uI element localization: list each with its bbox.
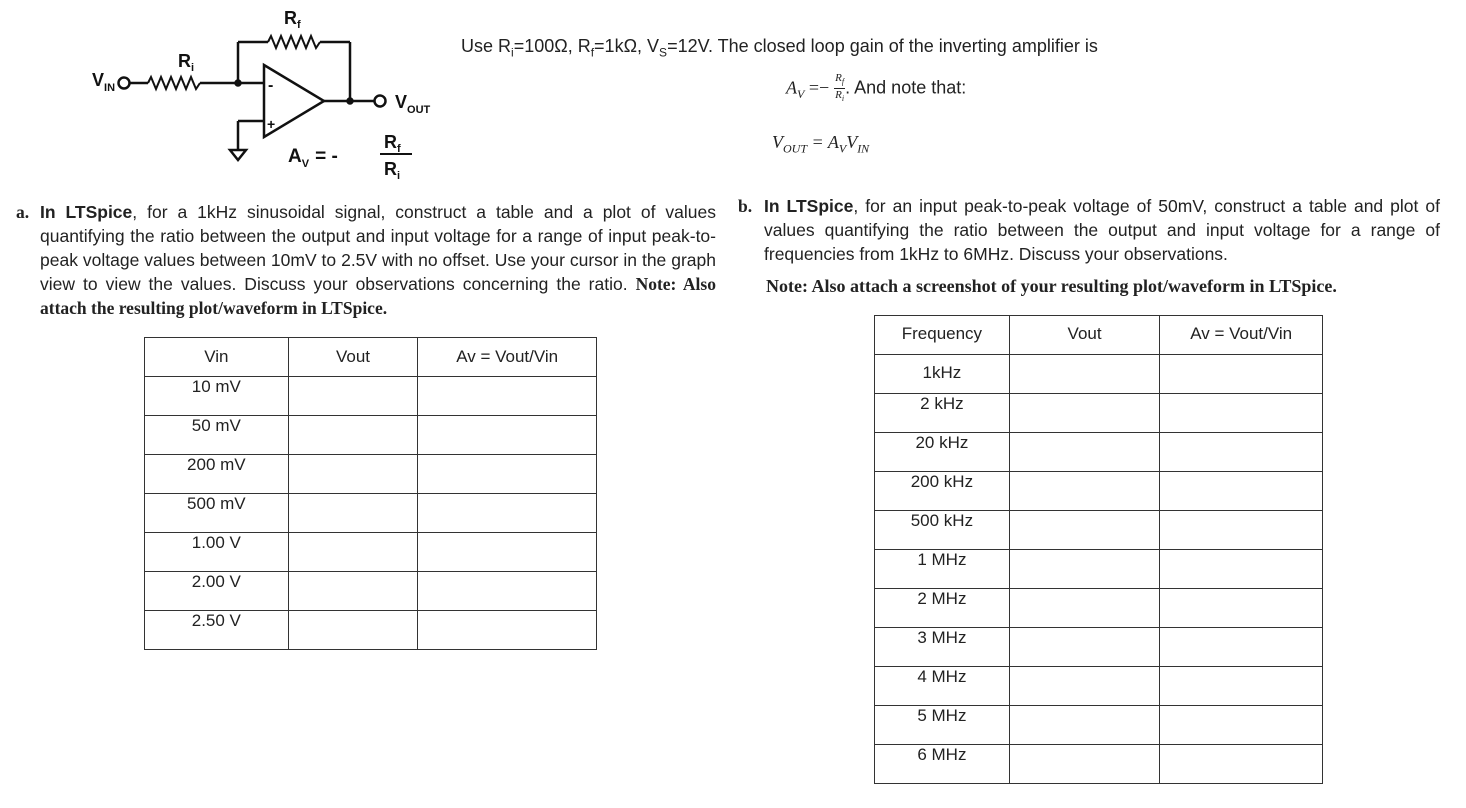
table-b-header-row: [875, 316, 1323, 355]
part-b-label: b.: [738, 196, 753, 216]
vin-cell: 200 mV: [187, 455, 246, 474]
inverting-amplifier-schematic: [0, 0, 460, 190]
vout-cell[interactable]: [1009, 511, 1160, 550]
table-a-header: Vout: [335, 347, 371, 366]
table-row: [145, 416, 597, 455]
gain-cell[interactable]: [1160, 394, 1323, 433]
vout-cell[interactable]: [1009, 433, 1160, 472]
gain-cell[interactable]: [418, 494, 597, 533]
vin-cell: 50 mV: [191, 416, 241, 435]
gain-cell[interactable]: [418, 572, 597, 611]
vout-cell[interactable]: [1009, 706, 1160, 745]
frequency-cell: 3 MHz: [917, 628, 967, 647]
vout-cell[interactable]: [1009, 472, 1160, 511]
gain-cell[interactable]: [418, 611, 597, 650]
vout-cell[interactable]: [1009, 355, 1160, 394]
vin-label: $V_{IN}$: [92, 70, 116, 94]
frequency-cell: 6 MHz: [917, 745, 967, 764]
vout-cell[interactable]: [1009, 394, 1160, 433]
table-a-header-row: [145, 338, 597, 377]
table-row: [875, 550, 1323, 589]
table-row: [145, 611, 597, 650]
intro-text: Use $R_i=100\Omega$, $R_f=1k\Omega$, $V_S=12V$. The closed loop gain of the inverting amplifier is: [461, 36, 1098, 60]
table-row: [875, 706, 1323, 745]
gain-cell[interactable]: [1160, 472, 1323, 511]
table-a-header: Vin: [204, 347, 229, 366]
vout-cell[interactable]: [288, 416, 418, 455]
vout-label: $V_{OUT}$: [395, 92, 431, 116]
vout-cell[interactable]: [288, 494, 418, 533]
vout-cell[interactable]: [288, 572, 418, 611]
vout-equation: $V_{OUT} = A_VV_{IN}$: [772, 132, 870, 156]
table-b-header: Av = Vout/Vin: [1190, 324, 1293, 343]
vout-cell[interactable]: [1009, 667, 1160, 706]
vin-cell: 2.00 V: [191, 572, 241, 591]
frequency-cell: 1 MHz: [917, 550, 967, 569]
table-row: [875, 433, 1323, 472]
gain-cell[interactable]: [418, 455, 597, 494]
gain-cell[interactable]: [1160, 589, 1323, 628]
frequency-cell: 4 MHz: [917, 667, 967, 686]
gain-cell[interactable]: [1160, 433, 1323, 472]
vout-cell[interactable]: [1009, 745, 1160, 784]
gain-cell[interactable]: [1160, 550, 1323, 589]
table-row: [875, 472, 1323, 511]
ri-label: $R_i$: [178, 51, 195, 74]
part-b-note: Note: Also attach a screenshot of your resulting plot/waveform in LTSpice.: [766, 276, 1337, 296]
table-b: [874, 315, 1323, 784]
table-row: [145, 533, 597, 572]
vout-cell[interactable]: [288, 455, 418, 494]
gain-formula-num: $R_f$: [384, 132, 401, 155]
frequency-cell: 20 kHz: [915, 433, 969, 452]
gain-cell[interactable]: [1160, 628, 1323, 667]
table-row: [875, 394, 1323, 433]
vout-cell[interactable]: [1009, 550, 1160, 589]
frequency-cell: 5 MHz: [917, 706, 967, 725]
vin-cell: 10 mV: [191, 377, 241, 396]
ri-resistor: [148, 77, 200, 89]
gain-formula-lhs: $A_V$ = -: [288, 146, 338, 170]
vin-cell: 2.50 V: [191, 611, 241, 630]
table-row: [875, 628, 1323, 667]
vout-cell[interactable]: [288, 377, 418, 416]
table-b-header: Vout: [1067, 324, 1102, 343]
part-a-instructions: a. In LTSpice, for a 1kHz sinusoidal signal, construct a table and a plot of values quantifying the ratio between the output and input voltage for a range of input peak-to-peak voltage values between 10mV to 2.5V with no offset. Use your cursor in the graph view to view the values. Discuss your observations concerning the ratio. Note: Also attach the resulting plot/waveform in LTSpice.: [16, 202, 717, 318]
rf-label: $R_f$: [284, 8, 301, 31]
vout-cell[interactable]: [288, 533, 418, 572]
table-a-header: Av = Vout/Vin: [456, 347, 559, 366]
table-row: [875, 355, 1323, 394]
part-a-note: Note: Also attach the resulting plot/waveform in LTSpice.: [40, 274, 716, 318]
table-row: [145, 494, 597, 533]
table-row: [145, 455, 597, 494]
minus-input-sign: -: [268, 77, 274, 94]
gain-cell[interactable]: [1160, 706, 1323, 745]
gain-cell[interactable]: [418, 533, 597, 572]
part-b-instructions: b. In LTSpice, for an input peak-to-peak voltage of 50mV, construct a table and plot of values quantifying the ratio between the output and input voltage for a range of frequencies from 1kHz to 6MHz. Discuss your observations. Note: Also attach a screenshot of your resulting plot/waveform in LTSpice.: [738, 196, 1440, 296]
gain-cell[interactable]: [1160, 511, 1323, 550]
gain-equation: $A_V$ =− $\frac{R_f}{R_i}$ . And note that:: [786, 72, 967, 104]
table-row: [875, 589, 1323, 628]
plus-input-sign: +: [267, 116, 276, 132]
gain-cell[interactable]: [418, 416, 597, 455]
vin-cell: 1.00 V: [191, 533, 241, 552]
vout-terminal: [375, 96, 386, 107]
part-a-label: a.: [16, 202, 30, 222]
gain-formula-den: $R_i$: [384, 159, 401, 182]
table-row: [145, 572, 597, 611]
table-row: [875, 511, 1323, 550]
frequency-cell: 2 kHz: [920, 394, 964, 413]
gain-fraction: $\frac{R_f}{R_i}$: [835, 72, 845, 104]
frequency-cell: 1kHz: [922, 363, 962, 382]
table-row: [875, 745, 1323, 784]
gain-cell[interactable]: [1160, 667, 1323, 706]
vout-cell[interactable]: [288, 611, 418, 650]
table-a: [144, 337, 597, 650]
frequency-cell: 2 MHz: [917, 589, 967, 608]
table-b-header: Frequency: [901, 324, 983, 343]
vin-cell: 500 mV: [187, 494, 246, 513]
frequency-cell: 200 kHz: [910, 472, 974, 491]
frequency-cell: 500 kHz: [910, 511, 974, 530]
vout-cell[interactable]: [1009, 589, 1160, 628]
gain-cell[interactable]: [418, 377, 597, 416]
vout-cell[interactable]: [1009, 628, 1160, 667]
table-row: [145, 377, 597, 416]
ground-icon: [230, 150, 246, 160]
table-row: [875, 667, 1323, 706]
rf-resistor: [268, 36, 320, 48]
vin-terminal: [119, 78, 130, 89]
gain-cell[interactable]: [1160, 355, 1323, 394]
gain-cell[interactable]: [1160, 745, 1323, 784]
